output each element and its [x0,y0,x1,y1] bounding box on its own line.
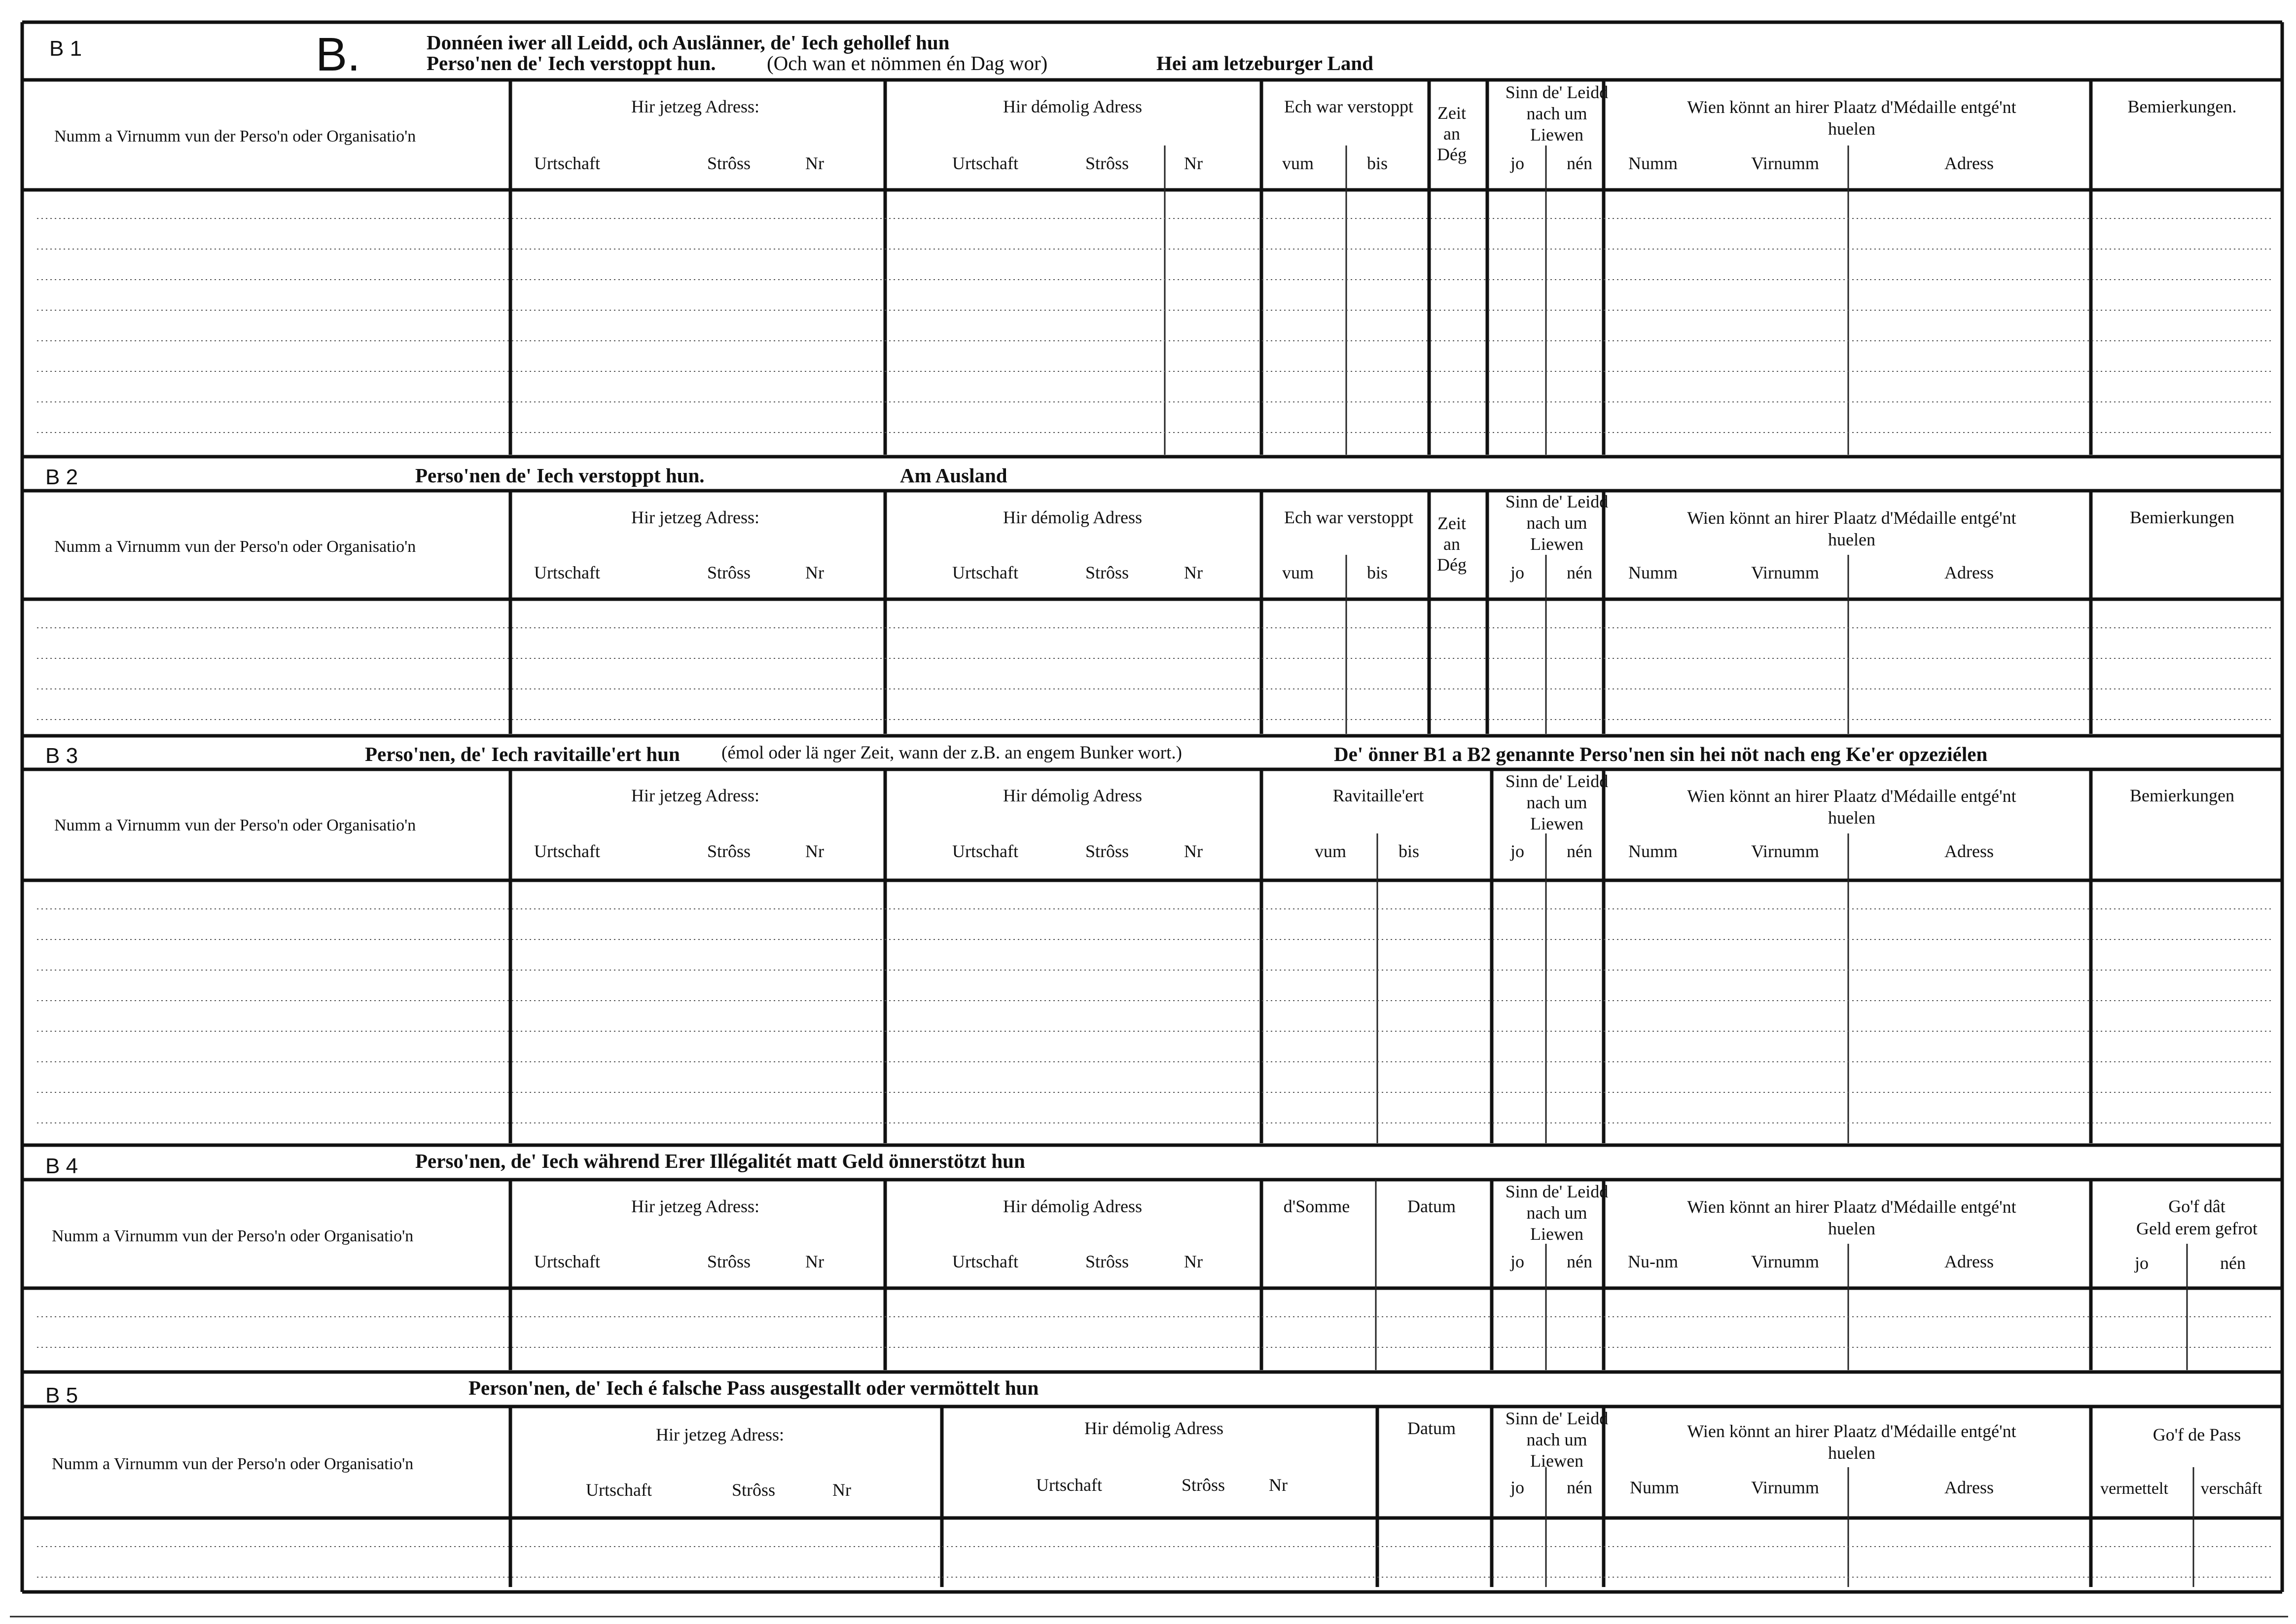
b3-sub-number-current: Nr [805,841,824,861]
b4-col-money-line2: Geld erem gefrot [2136,1219,2258,1238]
b5-sub-street-current: Strôss [731,1480,776,1500]
b3-col-supplied: Ravitaille'ert [1332,786,1424,805]
b4-col-current-address: Hir jetzeg Adress: [631,1196,759,1216]
b2-sub-number-former: Nr [1184,563,1203,582]
b5-sub-yes: jo [1510,1478,1525,1497]
b3-title-note: (émol oder lä nger Zeit, wann der z.B. an engem Bunker wort.) [721,743,1182,763]
b2-sub-address: Adress [1944,563,1994,582]
b3-sub-street-former: Strôss [1085,841,1129,861]
b4-sub-street-former: Strôss [1085,1252,1129,1271]
b3-sub-no: nén [1567,841,1592,861]
b1-col-time: Zeit an Dég [1437,103,1467,164]
b3-col-name: Numm a Virnumm vun der Perso'n oder Organisatio'n [54,816,416,834]
b4-sub-firstname: Virnumm [1751,1252,1819,1271]
b4-col-sum: d'Somme [1283,1196,1350,1216]
b1-sub-to: bis [1366,153,1388,173]
b2-sub-yes: jo [1510,563,1525,582]
b4-sub-number-former: Nr [1184,1252,1203,1271]
b3-col-current-address: Hir jetzeg Adress: [631,786,759,805]
b2-sub-locality-current: Urtschaft [534,563,600,582]
b3-sub-firstname: Virnumm [1751,841,1819,861]
b1-sub-from: vum [1282,153,1314,173]
b5-sub-firstname: Virnumm [1751,1478,1819,1497]
b3-sub-address: Adress [1944,841,1994,861]
b4-sub-street-current: Strôss [707,1252,751,1271]
b3-sub-from: vum [1314,841,1347,861]
b3-sub-street-current: Strôss [707,841,751,861]
b4-sub-no-money: nén [2220,1253,2246,1273]
b2-col-name: Numm a Virnumm vun der Perso'n oder Organisatio'n [54,538,416,556]
b5-sub-pass-obtained: verschâft [2200,1480,2262,1498]
b5-sub-surname: Numm [1629,1478,1680,1497]
b2-col-former-address: Hir démolig Adress [1003,507,1142,527]
b2-col-time: Zeit an Dég [1437,513,1467,575]
b1-sub-no: nén [1567,153,1592,173]
b1-sub-yes: jo [1510,153,1525,173]
b1-sub-locality-former: Urtschaft [952,153,1018,173]
b4-code: B 4 [45,1154,78,1178]
b2-sub-street-current: Strôss [707,563,751,582]
b3-sub-number-former: Nr [1184,841,1203,861]
b1-col-hidden: Ech war verstoppt [1284,97,1413,116]
b3-col-life: Sinn de' Leidd nach um Liewen [1505,771,1609,833]
b2-sub-from: vum [1282,563,1314,582]
b5-title: Person'nen, de' Iech é falsche Pass ausgestallt oder vermöttelt hun [468,1376,1039,1399]
b4-col-former-address: Hir démolig Adress [1003,1196,1142,1216]
b3-sub-surname: Numm [1628,841,1678,861]
b4-col-name: Numm a Virnumm vun der Perso'n oder Organisatio'n [52,1227,414,1245]
b2-title: Perso'nen de' Iech verstoppt hun. [415,464,705,487]
form-letter: B. [316,28,360,81]
b2-col-hidden: Ech war verstoppt [1284,507,1413,527]
b4-title: Perso'nen, de' Iech während Erer Illégalitét matt Geld önnerstötzt hun [415,1150,1025,1172]
b1-title-line1: Donnéen iwer all Leidd, och Auslänner, de' Iech gehollef hun [427,31,950,54]
b1-sub-firstname: Virnumm [1751,153,1819,173]
b5-sub-number-former: Nr [1269,1475,1288,1495]
b1-sub-locality-current: Urtschaft [534,153,600,173]
b1-code: B 1 [49,36,82,61]
b4-col-money-line1: Go'f dât [2168,1196,2225,1216]
b1-col-medal: Wien könnt an hirer Plaatz d'Médaille entgé'nt huelen [1687,97,2016,139]
b3-sub-locality-current: Urtschaft [534,841,600,861]
b1-title-note: (Och wan et nömmen én Dag wor) [767,52,1048,74]
b5-sub-number-current: Nr [832,1480,851,1500]
b3-title-extra: De' önner B1 a B2 genannte Perso'nen sin hei nöt nach eng Ke'er opzeziélen [1334,743,1988,765]
b2-title-location: Am Ausland [900,464,1007,487]
b4-sub-yes-money: jo [2134,1253,2149,1273]
b5-col-medal: Wien könnt an hirer Plaatz d'Médaille entgé'nt huelen [1687,1421,2016,1463]
b3-col-remarks: Bemierkungen [2130,786,2234,805]
b1-col-remarks: Bemierkungen. [2127,97,2237,116]
b3-col-former-address: Hir démolig Adress [1003,786,1142,805]
b2-sub-street-former: Strôss [1085,563,1129,582]
b5-col-date: Datum [1407,1418,1456,1438]
b1-col-former-address: Hir démolig Adress [1003,97,1142,116]
b5-col-name: Numm a Virnumm vun der Perso'n oder Organisatio'n [52,1455,414,1473]
b2-code: B 2 [45,465,78,489]
b1-sub-surname: Numm [1628,153,1678,173]
b2-col-life: Sinn de' Leidd nach um Liewen [1505,492,1609,554]
b3-title: Perso'nen, de' Iech ravitaille'ert hun [365,743,680,765]
b2-col-current-address: Hir jetzeg Adress: [631,507,759,527]
b5-col-current-address: Hir jetzeg Adress: [656,1425,784,1444]
b2-sub-locality-former: Urtschaft [952,563,1018,582]
b2-sub-surname: Numm [1628,563,1678,582]
b4-sub-surname: Nu-nm [1628,1252,1678,1271]
b4-sub-number-current: Nr [805,1252,824,1271]
b3-sub-locality-former: Urtschaft [952,841,1018,861]
b5-sub-locality-former: Urtschaft [1036,1475,1102,1495]
b3-sub-yes: jo [1510,841,1525,861]
b2-col-medal: Wien könnt an hirer Plaatz d'Médaille entgé'nt huelen [1687,508,2016,549]
b3-col-medal: Wien könnt an hirer Plaatz d'Médaille entgé'nt huelen [1687,786,2016,828]
b1-sub-street-former: Strôss [1085,153,1129,173]
b1-sub-street-current: Strôss [707,153,751,173]
b4-col-life: Sinn de' Leidd nach um Liewen [1505,1182,1609,1244]
b5-sub-no: nén [1567,1478,1592,1497]
b4-sub-locality-former: Urtschaft [952,1252,1018,1271]
b5-col-life: Sinn de' Leidd nach um Liewen [1505,1408,1609,1471]
b4-sub-no: nén [1567,1252,1592,1271]
b4-col-date: Datum [1407,1196,1456,1216]
b1-col-life: Sinn de' Leidd nach um Liewen [1505,82,1609,144]
b5-sub-street-former: Strôss [1181,1475,1225,1495]
b2-sub-to: bis [1366,563,1388,582]
b1-sub-number-current: Nr [805,153,824,173]
b2-col-remarks: Bemierkungen [2130,507,2234,527]
b2-sub-number-current: Nr [805,563,824,582]
b4-col-medal: Wien könnt an hirer Plaatz d'Médaille entgé'nt huelen [1687,1197,2016,1238]
b3-code: B 3 [45,744,78,768]
b2-sub-no: nén [1567,563,1592,582]
b3-sub-to: bis [1398,841,1420,861]
b1-col-name: Numm a Virnumm vun der Perso'n oder Organisatio'n [54,127,416,145]
b4-sub-address: Adress [1944,1252,1994,1271]
b1-title-line2: Perso'nen de' Iech verstoppt hun. [427,52,716,74]
b1-sub-number-former: Nr [1184,153,1203,173]
b5-col-former-address: Hir démolig Adress [1084,1418,1223,1438]
b1-col-current-address: Hir jetzeg Adress: [631,97,759,116]
b5-sub-address: Adress [1944,1478,1994,1497]
b4-sub-locality-current: Urtschaft [534,1252,600,1271]
b5-sub-pass-issued: vermettelt [2100,1480,2168,1498]
b5-col-pass: Go'f de Pass [2152,1425,2241,1444]
b5-sub-locality-current: Urtschaft [586,1480,652,1500]
b2-sub-firstname: Virnumm [1751,563,1819,582]
b5-code: B 5 [45,1383,78,1407]
b1-sub-address: Adress [1944,153,1994,173]
b4-sub-yes: jo [1510,1252,1525,1271]
b1-title-location: Hei am letzeburger Land [1156,52,1373,74]
